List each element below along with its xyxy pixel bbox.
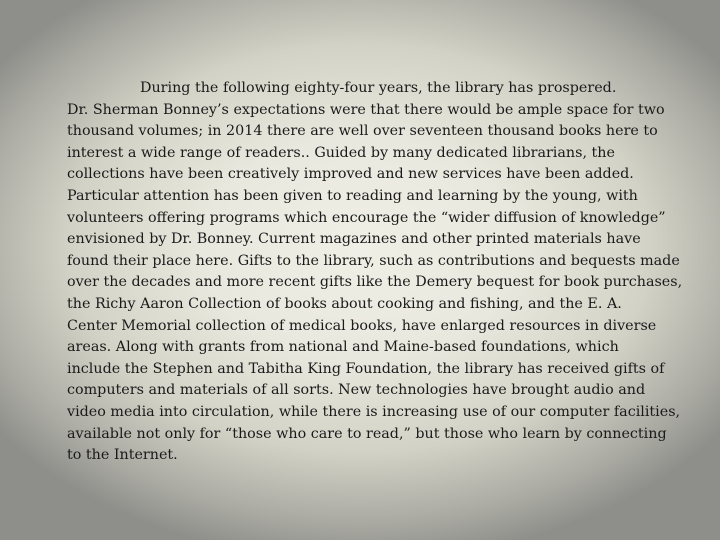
text-line: include the Stephen and Tabitha King Foundation, the library has received gifts of [67,360,665,377]
text-line: collections have been creatively improved and new services have been added. [67,166,634,183]
text-line: over the decades and more recent gifts like the Demery bequest for book purchases, [67,274,683,291]
text-line: to the Internet. [67,447,178,464]
text-line: video media into circulation, while there is increasing use of our computer facilities, [67,403,681,420]
text-line: During the following eighty-four years, the library has prospered. [140,80,617,96]
text-line: thousand volumes; in 2014 there are well over seventeen thousand books here to [67,123,658,140]
body-paragraph [67,78,683,467]
text-line: envisioned by Dr. Bonney. Current magazines and other printed materials have [67,231,641,248]
text-line: available not only for “those who care to read,” but those who learn by connecting [67,425,667,442]
text-line: computers and materials of all sorts. New technologies have brought audio and [67,382,646,399]
text-line: volunteers offering programs which encourage the “wider diffusion of knowledge” [67,209,666,226]
text-line: found their place here. Gifts to the library, such as contributions and bequests made [67,252,680,269]
text-line: Center Memorial collection of medical books, have enlarged resources in diverse [67,317,657,334]
text-line: areas. Along with grants from national and Maine-based foundations, which [67,339,619,356]
text-line: Particular attention has been given to reading and learning by the young, with [67,187,638,204]
text-line: the Richy Aaron Collection of books about cooking and fishing, and the E. A. [67,295,622,312]
text-line: Dr. Sherman Bonney’s expectations were that there would be ample space for two [67,101,665,118]
text-line: interest a wide range of readers.. Guided by many dedicated librarians, the [67,144,615,161]
